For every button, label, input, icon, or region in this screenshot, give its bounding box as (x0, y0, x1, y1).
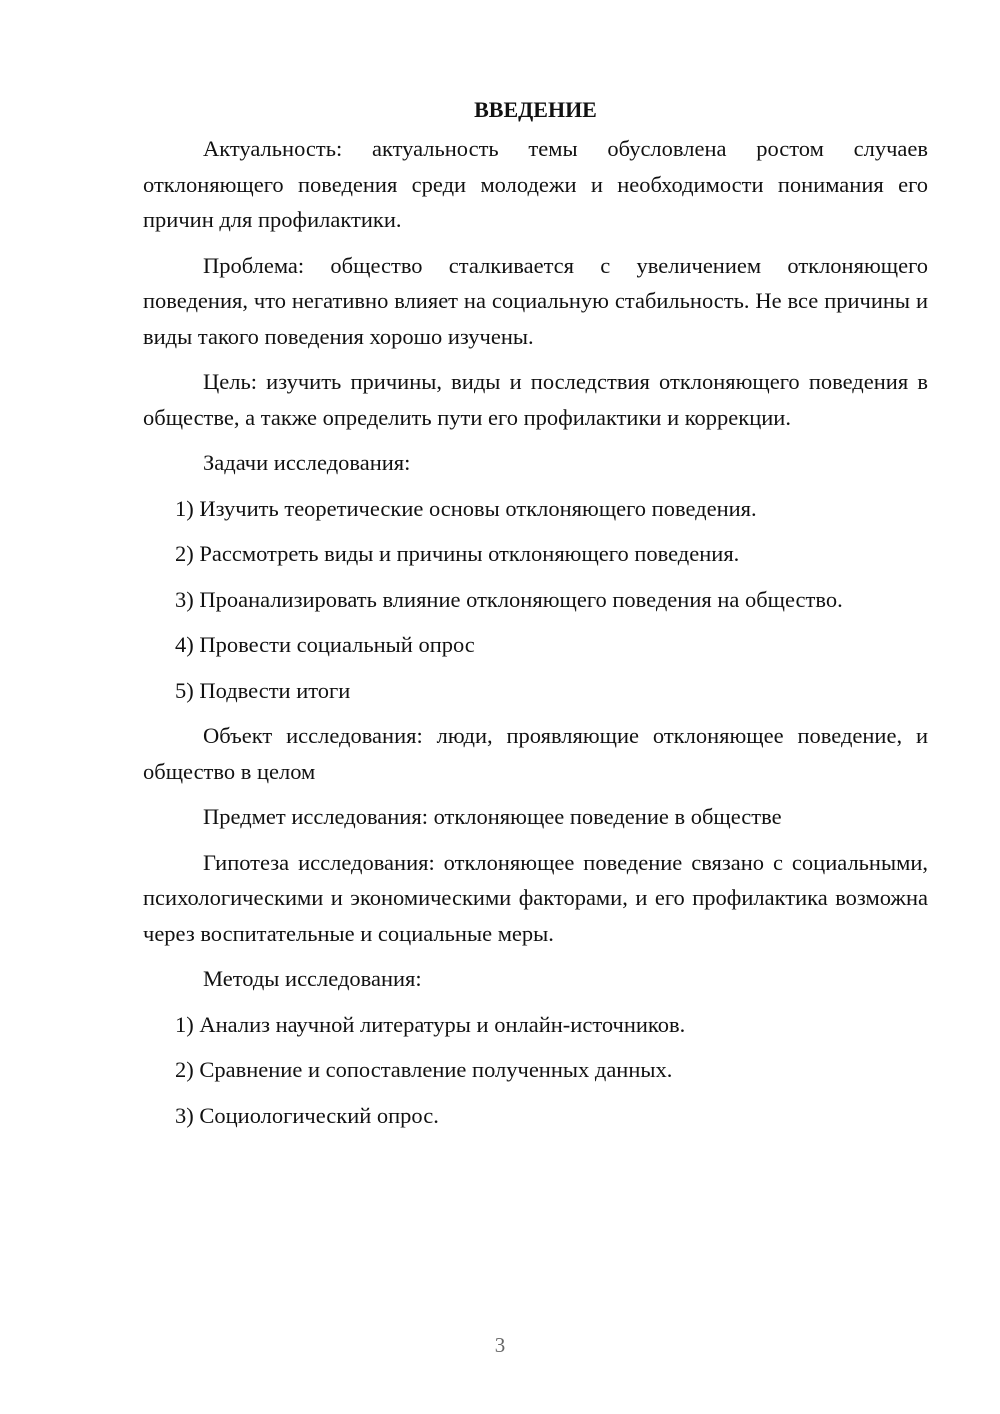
page-content (143, 92, 928, 1143)
list-item: 4) Провести социальный опрос (175, 632, 475, 657)
object-paragraph: Объект исследования: люди, проявляющие отклоняющее поведение, и общество в целом (143, 723, 928, 784)
tasks-list (143, 491, 928, 709)
list-item: 5) Подвести итоги (175, 677, 351, 703)
list-item: 1) Изучить теоретические основы отклоняющего поведения. (175, 495, 757, 521)
relevance-paragraph: Актуальность: актуальность темы обусловлена ростом случаев отклоняющего поведения среди молодежи и необходимости понимания его причин для профилактики. (143, 136, 928, 232)
list-item: 3) Социологический опрос. (175, 1102, 439, 1128)
hypothesis-paragraph: Гипотеза исследования: отклоняющее поведение связано с социальными, психологическими и экономическими факторами, и его профилактика возможна через воспитательные и социальные меры. (143, 849, 928, 946)
tasks-title: Задачи исследования: (203, 450, 411, 475)
methods-title: Методы исследования: (203, 966, 422, 991)
page-title: ВВЕДЕНИЕ (474, 97, 597, 122)
list-item: 1) Анализ научной литературы и онлайн-источников. (175, 1011, 686, 1037)
methods-list (143, 1007, 928, 1134)
problem-paragraph: Проблема: общество сталкивается с увеличением отклоняющего поведения, что негативно влияет на социальную стабильность. Не все причины и виды такого поведения хорошо изучены. (143, 252, 928, 349)
list-item: 2) Рассмотреть виды и причины отклоняющего поведения. (175, 541, 740, 566)
subject-paragraph: Предмет исследования: отклоняющее поведение в обществе (203, 804, 782, 829)
list-item: 3) Проанализировать влияние отклоняющего поведения на общество. (175, 586, 843, 612)
page-number: 3 (494, 1333, 506, 1357)
goal-paragraph: Цель: изучить причины, виды и последствия отклоняющего поведения в обществе, а также определить пути его профилактики и коррекции. (143, 369, 928, 430)
list-item: 2) Сравнение и сопоставление полученных данных. (175, 1057, 673, 1082)
